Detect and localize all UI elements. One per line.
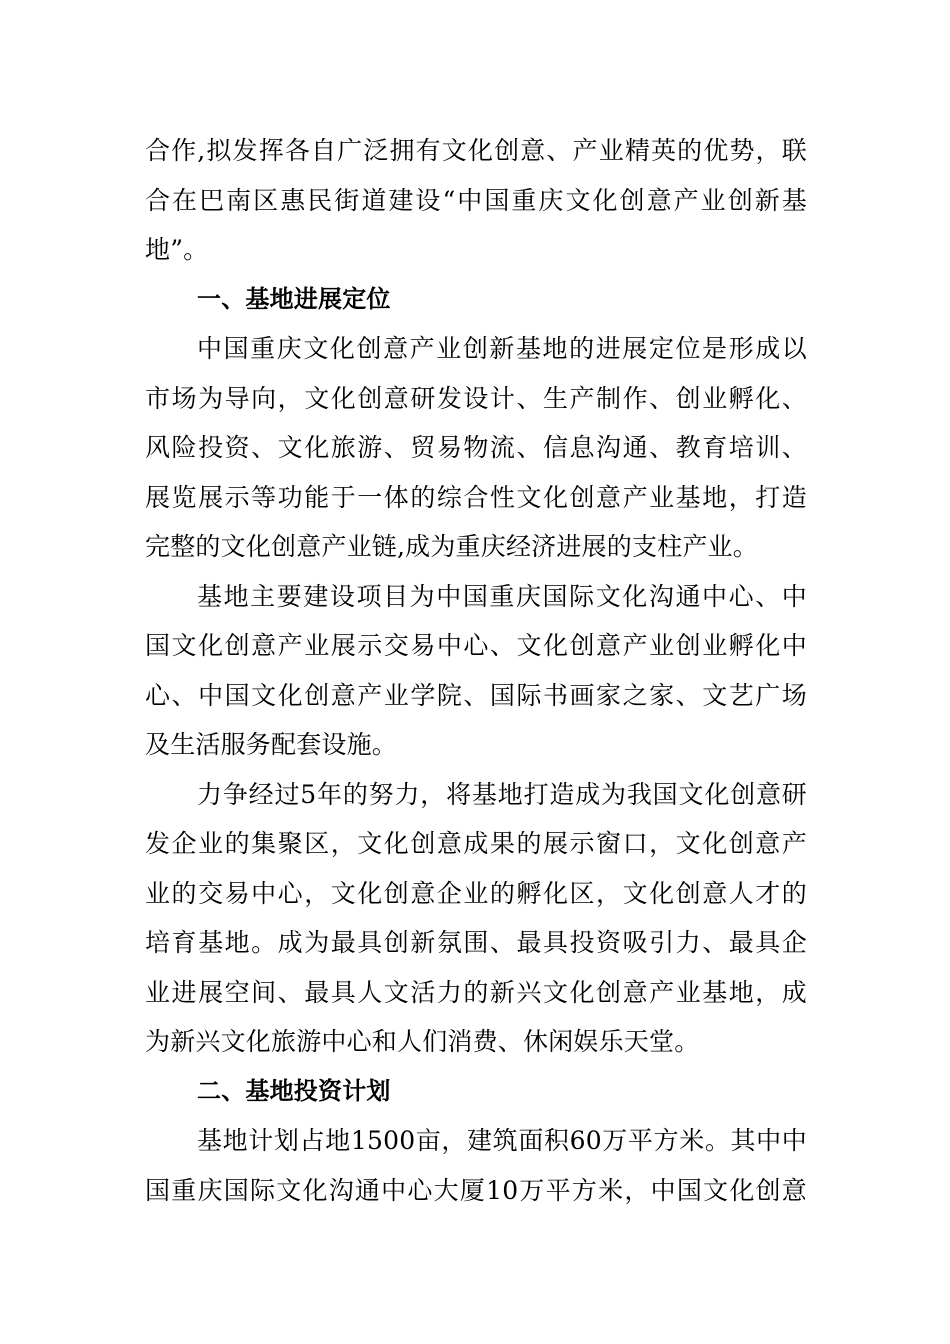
- paragraph-intro: [145, 126, 807, 275]
- paragraph-line: 及生活服务配套设施。: [145, 730, 398, 759]
- paragraph-line: 展览展示等功能于一体的综合性文化创意产业基地，打造: [145, 482, 807, 512]
- paragraph-line: 地”。: [145, 235, 209, 264]
- paragraph-line: 合作,拟发挥各自广泛拥有文化创意、产业精英的优势，联: [145, 136, 807, 165]
- paragraph-line: 国文化创意产业展示交易中心、文化创意产业创业孵化中: [145, 631, 807, 660]
- paragraph-line: 市场为导向，文化创意研发设计、生产制作、创业孵化、: [145, 383, 807, 413]
- paragraph-line: 合在巴南区惠民街道建设“中国重庆文化创意产业创新基: [145, 185, 807, 215]
- paragraph-line: 心、中国文化创意产业学院、国际书画家之家、文艺广场: [145, 680, 807, 710]
- paragraph-line: 业的交易中心，文化创意企业的孵化区，文化创意人才的: [145, 878, 807, 908]
- paragraph-line: 培育基地。成为最具创新氛围、最具投资吸引力、最具企: [145, 928, 807, 957]
- paragraph-line: 风险投资、文化旅游、贸易物流、信息沟通、教育培训、: [145, 433, 807, 462]
- paragraph-line: 业进展空间、最具人文活力的新兴文化创意产业基地，成: [145, 977, 807, 1007]
- paragraph-line: 中国重庆文化创意产业创新基地的进展定位是形成以: [197, 334, 807, 363]
- paragraph-line: 完整的文化创意产业链,成为重庆经济进展的支柱产业。: [145, 532, 758, 561]
- paragraph-line: 国重庆国际文化沟通中心大厦10万平方米，中国文化创意: [145, 1175, 807, 1205]
- section-heading-investment: 二、基地投资计划: [197, 1076, 391, 1105]
- paragraph-projects: [145, 572, 807, 770]
- paragraph-line: 基地主要建设项目为中国重庆国际文化沟通中心、中: [197, 581, 807, 611]
- paragraph-line: 为新兴文化旅游中心和人们消费、休闲娱乐天堂。: [145, 1027, 700, 1056]
- section-heading-positioning: 一、基地进展定位: [197, 284, 391, 313]
- paragraph-investment: [145, 1116, 807, 1215]
- paragraph-positioning: [145, 324, 807, 572]
- document-body: [145, 126, 807, 1215]
- paragraph-line: 发企业的集聚区，文化创意成果的展示窗口，文化创意产: [145, 829, 807, 858]
- paragraph-line: 力争经过5年的努力，将基地打造成为我国文化创意研: [197, 779, 807, 809]
- paragraph-line: 基地计划占地1500亩，建筑面积60万平方米。其中中: [197, 1126, 807, 1155]
- paragraph-goals: [145, 770, 807, 1067]
